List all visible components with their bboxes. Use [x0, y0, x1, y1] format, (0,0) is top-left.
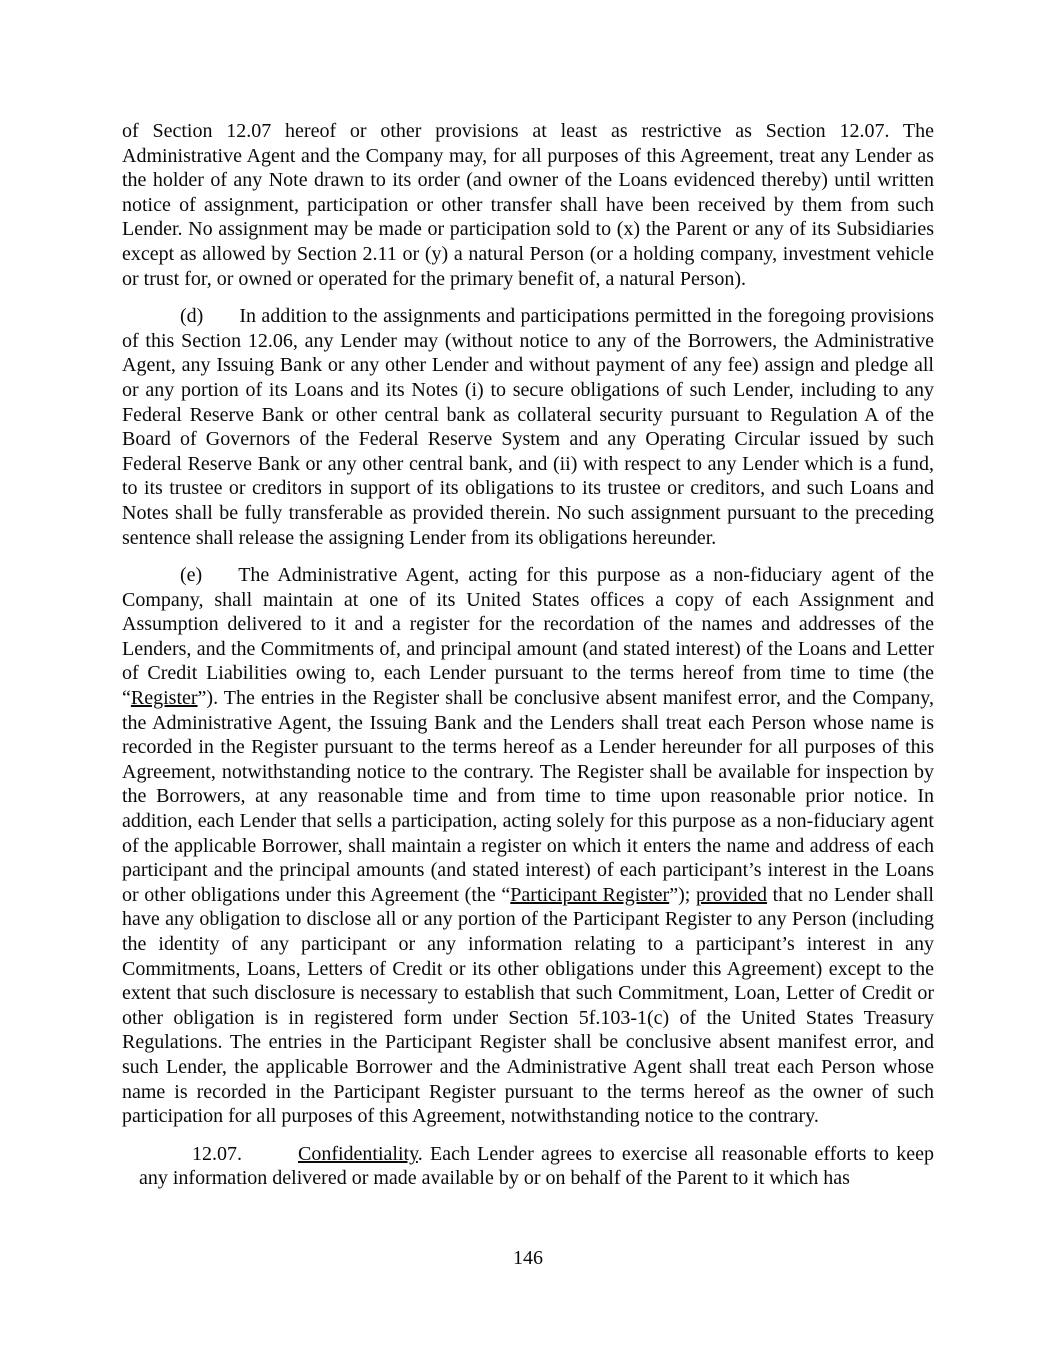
section-number-label: 12.07. [192, 1142, 242, 1165]
paragraph-e-text-4: that no Lender shall have any obligation to disclose all or any portion of the Participant Register to any Person (including the identity of any participant or any information relating to a participant’s interest in any Commitments, Loans, Letters of Credit or its other obligations under this Agreement) except to the extent that such disclosure is necessary to establish that such Commitment, Loan, Letter of Credit or other obligation is in registered form under Section 5f.103-1(c) of the United States Treasury Regulations. The entries in the Participant Register shall be conclusive absent manifest error, and such Lender, the applicable Borrower and the Administrative Agent shall treat each Person whose name is recorded in the Participant Register pursuant to the terms hereof as the owner of such participation for all purposes of this Agreement, notwithstanding notice to the contrary. [122, 883, 934, 1128]
paragraph-d-label: (d) [180, 305, 204, 328]
paragraph-continuation [122, 119, 934, 291]
paragraph-d [122, 304, 934, 550]
paragraph-e-label: (e) [180, 564, 203, 587]
section-heading-confidentiality: Confidentiality [298, 1142, 418, 1165]
paragraph-e [122, 563, 934, 1129]
paragraph-e-text-2: ”). The entries in the Register shall be conclusive absent manifest error, and the Company, the Administrative Agent, the Issuing Bank and the Lenders shall treat each Person whose name is recorded in the Register pursuant to the terms hereof as a Lender hereunder for all purposes of this Agreement, notwithstanding notice to the contrary. The Register shall be available for inspection by the Borrowers, at any reasonable time and from time to time upon reasonable prior notice. In addition, each Lender that sells a participation, acting solely for this purpose as a non-fiduciary agent of the applicable Borrower, shall maintain a register on which it enters the name and address of each participant and the principal amounts (and stated interest) of each participant’s interest in the Loans or other obligations under this Agreement (the “ [122, 687, 934, 906]
page-number: 146 [513, 1247, 543, 1269]
defined-term-register: Register [130, 687, 198, 710]
paragraph-e-text-3: ”); [669, 883, 696, 906]
paragraph-section-12-07 [122, 1142, 934, 1191]
paragraph-continuation-text: of Section 12.07 hereof or other provisions at least as restrictive as Section 12.07. The Administrative Agent and the Company may, for all purposes of this Agreement, treat any Lender as the holder of any Note drawn to its order (and owner of the Loans evidenced thereby) until written notice of assignment, participation or other transfer shall have been received by them from such Lender. No assignment may be made or participation sold to (x) the Parent or any of its Subsidiaries except as allowed by Section 2.11 or (y) a natural Person (or a holding company, investment vehicle or trust for, or owned or operated for the primary benefit of, a natural Person). [122, 120, 934, 290]
defined-term-participant-register: Participant Register [510, 883, 670, 906]
proviso-term-provided: provided [695, 883, 768, 906]
text-block [122, 119, 934, 1191]
paragraph-d-text: In addition to the assignments and participations permitted in the foregoing provisions of this Section 12.06, any Lender may (without notice to any of the Borrowers, the Administrative Agent, any Issuing Bank or any other Lender and without payment of any fee) assign and pledge all or any portion of its Loans and its Notes (i) to secure obligations of such Lender, including to any Federal Reserve Bank or other central bank as collateral security pursuant to Regulation A of the Board of Governors of the Federal Reserve System and any Operating Circular issued by such Federal Reserve Bank or any other central bank, and (ii) with respect to any Lender which is a fund, to its trustee or creditors in support of its obligations to its trustee or creditors, and such Loans and Notes shall be fully transferable as provided therein. No such assignment pursuant to the preceding sentence shall release the assigning Lender from its obligations hereunder. [122, 305, 934, 549]
paragraph-e-text-1: The Administrative Agent, acting for this purpose as a non-fiduciary agent of the Company, shall maintain at one of its United States offices a copy of each Assignment and Assumption delivered to it and a register for the recordation of the names and addresses of the Lenders, and the Commitments of, and principal amount (and stated interest) of the Loans and Letter of Credit Liabilities owing to, each Lender pursuant to the terms hereof from time to time (the “ [122, 564, 934, 710]
paragraph-12-07-text: . Each Lender agrees to exercise all reasonable efforts to keep any information delivered or made available by or on behalf of the Parent to it which has [139, 1142, 934, 1190]
